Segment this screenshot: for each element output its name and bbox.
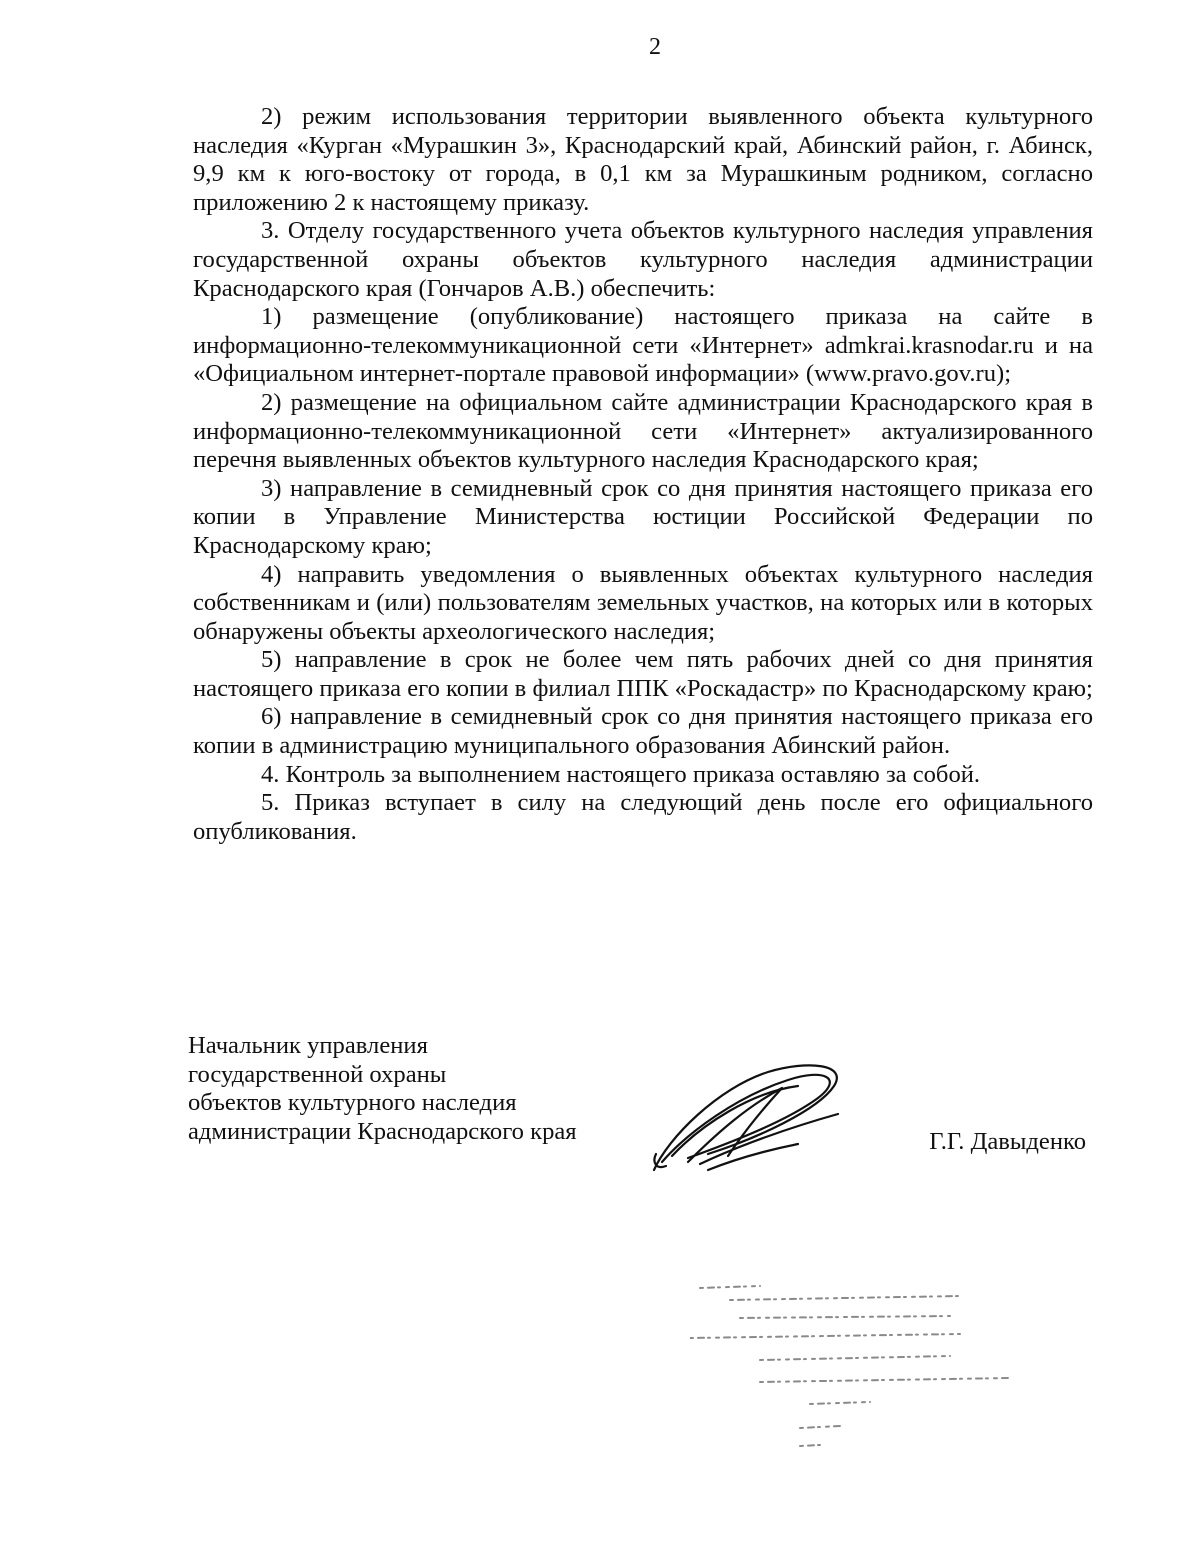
paragraph: 1) размещение (опубликование) настоящего приказа на сайте в информационно-телекоммуникационной сети «Интернет» admkrai.krasnodar.ru и на «Официальном интернет-портале правовой информации» (www.pravo.gov.ru); [193,303,1093,388]
position-line: администрации Краснодарского края [188,1117,577,1145]
handwritten-signature-icon [648,1058,848,1178]
signatory-name: Г.Г. Давыденко [929,1128,1086,1155]
paragraph: 2) режим использования территории выявленного объекта культурного наследия «Курган «Мурашкин 3», Краснодарский край, Абинский район, г. Абинск, 9,9 км к юго-востоку от города, в 0,1 км за Мурашкиным родником, согласно приложению 2 к настоящему приказу. [193,103,1093,216]
faded-stamp-icon [690,1270,1030,1470]
paragraph: 4) направить уведомления о выявленных объектах культурного наследия собственникам и (или) пользователям земельных участков, на которых или в которых обнаружены объекты археологического наследия; [193,560,1093,645]
position-line: Начальник управления [188,1032,428,1059]
position-line: государственной охраны [188,1060,447,1088]
paragraph: 3. Отделу государственного учета объектов культурного наследия управления государственной охраны объектов культурного наследия администрации Краснодарского края (Гончаров А.В.) обеспечить: [193,217,1093,302]
page-number: 2 [649,34,661,60]
paragraph: 3) направление в семидневный срок со дня принятия настоящего приказа его копии в Управление Министерства юстиции Российской Федерации по Краснодарскому краю; [193,474,1093,559]
paragraph: 5. Приказ вступает в силу на следующий день после его официального опубликования. [193,789,1093,845]
paragraph: 4. Контроль за выполнением настоящего приказа оставляю за собой. [261,760,981,788]
signatory-position [188,1032,648,1146]
paragraph: 6) направление в семидневный срок со дня принятия настоящего приказа его копии в администрацию муниципального образования Абинский район. [193,703,1093,760]
position-line: объектов культурного наследия [188,1089,517,1117]
paragraph: 2) размещение на официальном сайте администрации Краснодарского края в информационно-телекоммуникационной сети «Интернет» актуализированного перечня выявленных объектов культурного наследия Краснодарского края; [193,388,1093,474]
signature-block [188,1032,1088,1192]
document-body [193,103,1093,846]
paragraph: 5) направление в срок не более чем пять рабочих дней со дня принятия настоящего приказа его копии в филиал ППК «Роскадастр» по Краснодарскому краю; [193,646,1093,702]
